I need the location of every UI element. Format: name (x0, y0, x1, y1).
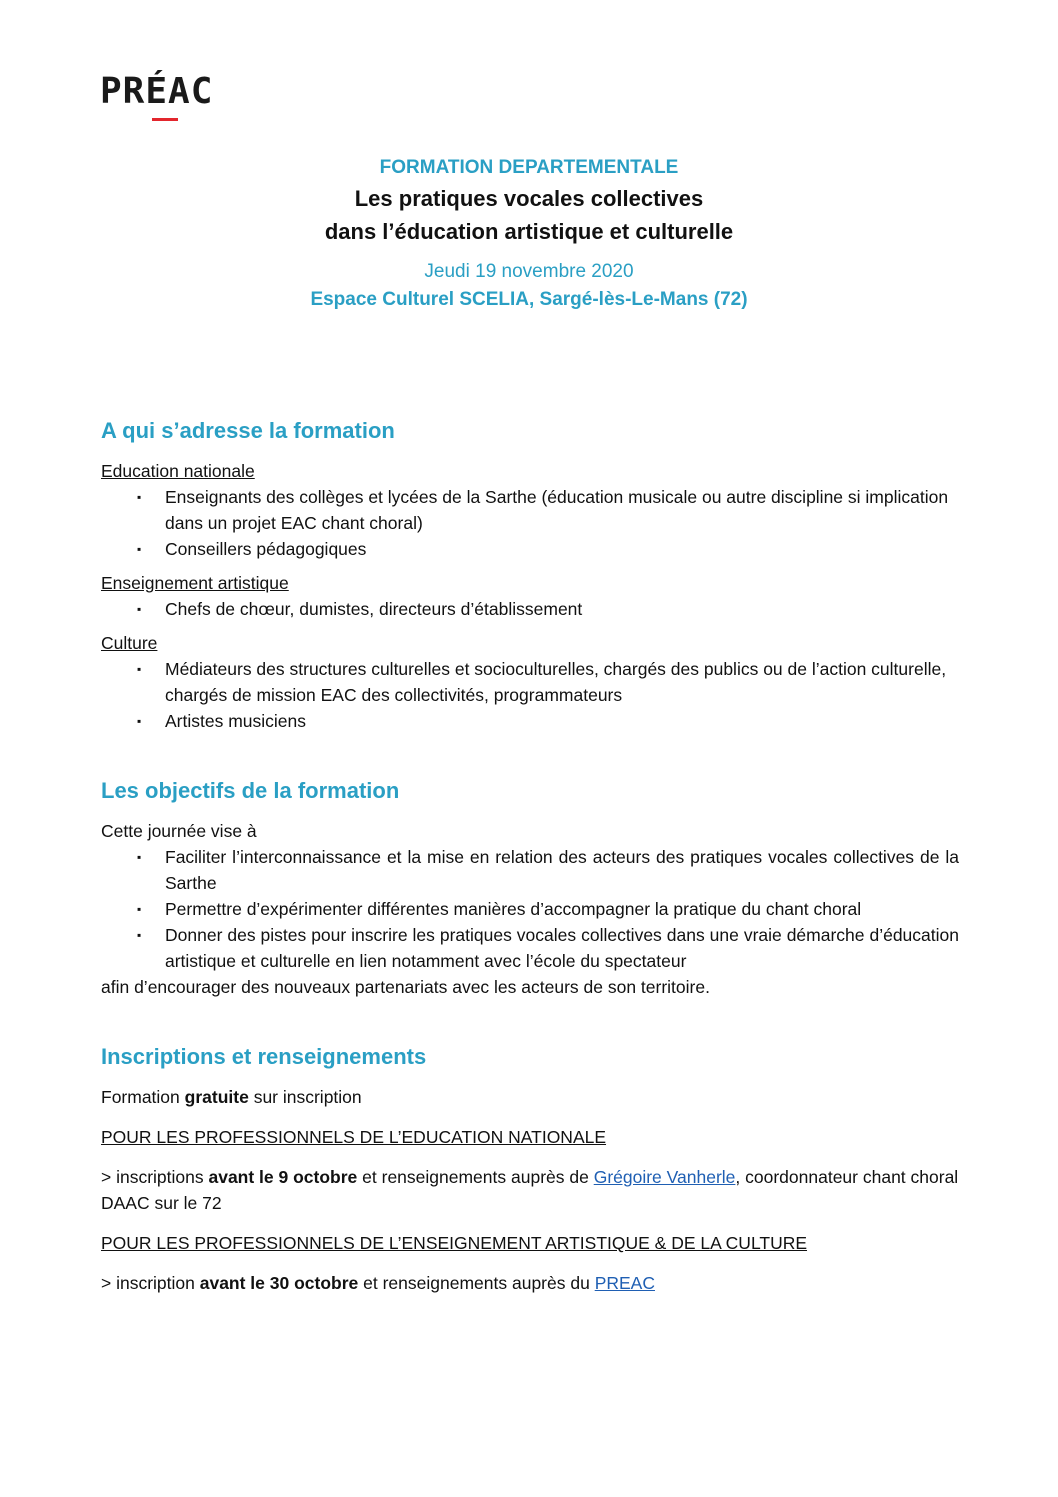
group-label-culture: Culture (101, 633, 158, 653)
objectives-section (101, 776, 959, 1000)
title-line-2: dans l’éducation artistique et culturelle (324, 219, 734, 244)
list-item: ▪ Permettre d’expérimenter différentes manières d’accompagner la pratique du chant choral (101, 896, 959, 922)
objectives-list (101, 844, 959, 974)
list-item: ▪ Faciliter l’interconnaissance et la mise en relation des acteurs des pratiques vocales collectives de la Sarthe (101, 844, 959, 896)
objectives-intro: Cette journée vise à (101, 821, 257, 841)
group-label-enseignement: Enseignement artistique (101, 573, 289, 593)
list-item: ▪ Enseignants des collèges et lycées de la Sarthe (éducation musicale ou autre discipline si implication dans un projet EAC chant choral) (101, 484, 959, 536)
event-date: Jeudi 19 novembre 2020 (424, 261, 634, 282)
registration-intro-post: sur inscription (248, 1087, 362, 1107)
edu-pre: > inscriptions (101, 1167, 209, 1187)
event-place: Espace Culturel SCELIA, Sargé-lès-Le-Mans (72) (310, 289, 748, 310)
registration-intro (101, 1084, 959, 1110)
registration-heading: Inscriptions et renseignements (101, 1044, 427, 1069)
registration-intro-pre: Formation (101, 1087, 185, 1107)
edu-label: POUR LES PROFESSIONNELS DE L’EDUCATION NATIONALE (101, 1127, 607, 1147)
list-item: ▪ Conseillers pédagogiques (101, 536, 959, 562)
logo-text: PRÉAC (100, 71, 214, 112)
logo-accent-bar (152, 118, 178, 121)
group-list-enseignement (101, 596, 959, 622)
list-item: ▪ Médiateurs des structures culturelles et socioculturelles, chargés des publics ou de l’action culturelle, chargés de mission EAC des collectivités, programmateurs (101, 656, 959, 708)
art-label: POUR LES PROFESSIONNELS DE L’ENSEIGNEMENT ARTISTIQUE & DE LA CULTURE (101, 1233, 808, 1253)
document-header (0, 154, 1058, 314)
registration-free-label: gratuite (184, 1087, 249, 1107)
contact-link-preac[interactable]: PREAC (594, 1273, 655, 1293)
contact-link-gregoire[interactable]: Grégoire Vanherle (593, 1167, 736, 1187)
title-line-1: Les pratiques vocales collectives (354, 186, 704, 211)
list-item: ▪ Artistes musiciens (101, 708, 959, 734)
list-item: ▪ Donner des pistes pour inscrire les pratiques vocales collectives dans une vraie démarche d’éducation artistique et culturelle en lien notamment avec l’école du spectateur (101, 922, 959, 974)
edu-registration (101, 1164, 959, 1216)
art-deadline: avant le 30 octobre (199, 1273, 359, 1293)
preac-logo (100, 71, 232, 122)
document-body (101, 416, 959, 1338)
art-pre: > inscription (101, 1273, 200, 1293)
group-list-education (101, 484, 959, 562)
edu-deadline: avant le 9 octobre (208, 1167, 358, 1187)
registration-section (101, 1042, 959, 1296)
audience-section (101, 416, 959, 734)
objectives-outro: afin d’encourager des nouveaux partenariats avec les acteurs de son territoire. (101, 977, 710, 997)
group-label-education: Education nationale (101, 461, 255, 481)
group-list-culture (101, 656, 959, 734)
art-registration (101, 1270, 959, 1296)
art-mid: et renseignements auprès du (358, 1273, 595, 1293)
header-kicker: FORMATION DEPARTEMENTALE (379, 157, 679, 178)
edu-post: , coordonnateur chant choral DAAC sur le 72 (101, 1167, 959, 1213)
objectives-heading: Les objectifs de la formation (101, 778, 400, 803)
edu-mid: et renseignements auprès de (357, 1167, 594, 1187)
list-item: ▪ Chefs de chœur, dumistes, directeurs d’établissement (101, 596, 959, 622)
audience-heading: A qui s’adresse la formation (101, 418, 395, 443)
